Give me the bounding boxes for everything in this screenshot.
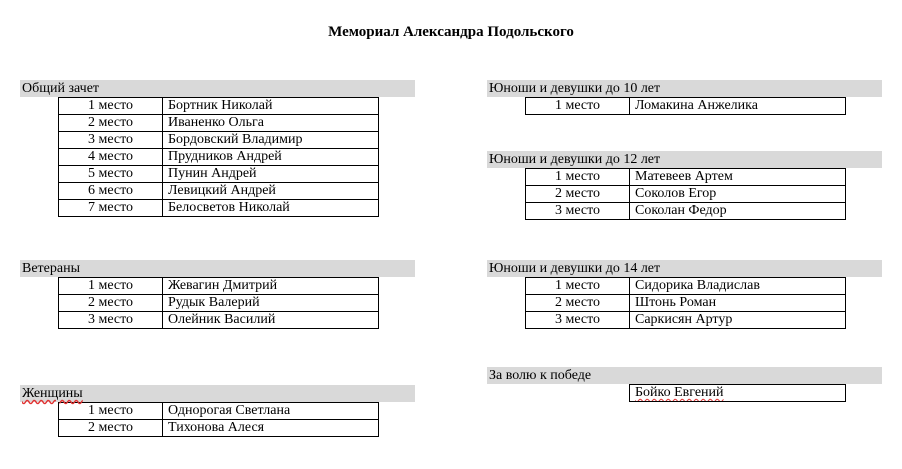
name-cell: Бордовский Владимир <box>163 132 379 149</box>
name-cell: Иваненко Ольга <box>163 115 379 132</box>
section-overall <box>20 80 415 217</box>
page-title: Мемориал Александра Подольского <box>328 24 574 40</box>
place-cell: 1 место <box>526 98 630 115</box>
table-row <box>526 98 846 115</box>
name-cell: Саркисян Артур <box>630 312 846 329</box>
table-row <box>59 278 379 295</box>
name-cell: Жевагин Дмитрий <box>163 278 379 295</box>
place-cell: 4 место <box>59 149 163 166</box>
place-cell: 2 место <box>526 295 630 312</box>
section-veterans <box>20 260 415 329</box>
table-row <box>59 132 379 149</box>
place-cell: 2 место <box>526 186 630 203</box>
place-cell: 3 место <box>526 312 630 329</box>
table-row <box>59 200 379 217</box>
results-table-youth-12 <box>525 168 846 220</box>
place-cell: 3 место <box>59 312 163 329</box>
place-cell: 6 место <box>59 183 163 200</box>
section-heading-women <box>20 385 415 402</box>
place-cell: 1 место <box>59 403 163 420</box>
section-heading-youth-12: Юноши и девушки до 12 лет <box>487 151 882 168</box>
section-youth-10 <box>487 80 882 115</box>
section-heading-veterans: Ветераны <box>20 260 415 277</box>
name-cell: Белосветов Николай <box>163 200 379 217</box>
table-row <box>59 295 379 312</box>
name-cell: Прудников Андрей <box>163 149 379 166</box>
name-cell: Тихонова Алеся <box>163 420 379 437</box>
place-cell: 3 место <box>59 132 163 149</box>
results-table-youth-14 <box>525 277 846 329</box>
table-row <box>59 98 379 115</box>
section-will-to-win <box>487 367 882 402</box>
table-row <box>526 312 846 329</box>
results-table-will-to-win <box>629 384 846 402</box>
results-table-women <box>58 402 379 437</box>
name-cell: Бортник Николай <box>163 98 379 115</box>
place-cell: 1 место <box>59 98 163 115</box>
section-heading-overall: Общий зачет <box>20 80 415 97</box>
place-cell: 2 место <box>59 420 163 437</box>
table-row <box>526 169 846 186</box>
table-row <box>59 403 379 420</box>
section-heading-youth-14: Юноши и девушки до 14 лет <box>487 260 882 277</box>
section-heading-will-to-win: За волю к победе <box>487 367 882 384</box>
name-cell: Матевеев Артем <box>630 169 846 186</box>
section-youth-14 <box>487 260 882 329</box>
place-cell: 1 место <box>59 278 163 295</box>
section-heading-women-text: Женщины <box>22 386 83 401</box>
results-table-youth-10 <box>525 97 846 115</box>
name-cell: Ломакина Анжелика <box>630 98 846 115</box>
name-cell: Олейник Василий <box>163 312 379 329</box>
table-row <box>59 312 379 329</box>
place-cell: 5 место <box>59 166 163 183</box>
name-cell: Однорогая Светлана <box>163 403 379 420</box>
name-cell: Соколов Егор <box>630 186 846 203</box>
name-cell: Левицкий Андрей <box>163 183 379 200</box>
place-cell: 2 место <box>59 115 163 132</box>
place-cell: 2 место <box>59 295 163 312</box>
table-row <box>630 385 846 402</box>
section-youth-12 <box>487 151 882 220</box>
section-heading-youth-10: Юноши и девушки до 10 лет <box>487 80 882 97</box>
name-cell: Бойко Евгений <box>630 385 846 402</box>
table-row <box>526 295 846 312</box>
place-cell: 1 место <box>526 169 630 186</box>
table-row <box>526 203 846 220</box>
name-cell: Сидорика Владислав <box>630 278 846 295</box>
table-row <box>526 278 846 295</box>
table-row <box>59 183 379 200</box>
table-row <box>526 186 846 203</box>
name-cell: Соколан Федор <box>630 203 846 220</box>
table-row <box>59 420 379 437</box>
table-row <box>59 166 379 183</box>
name-cell: Рудык Валерий <box>163 295 379 312</box>
results-table-veterans <box>58 277 379 329</box>
place-cell: 7 место <box>59 200 163 217</box>
table-row <box>59 115 379 132</box>
table-row <box>59 149 379 166</box>
results-table-overall <box>58 97 379 217</box>
section-women <box>20 385 415 437</box>
name-cell: Пунин Андрей <box>163 166 379 183</box>
place-cell: 3 место <box>526 203 630 220</box>
place-cell: 1 место <box>526 278 630 295</box>
name-cell: Штонь Роман <box>630 295 846 312</box>
